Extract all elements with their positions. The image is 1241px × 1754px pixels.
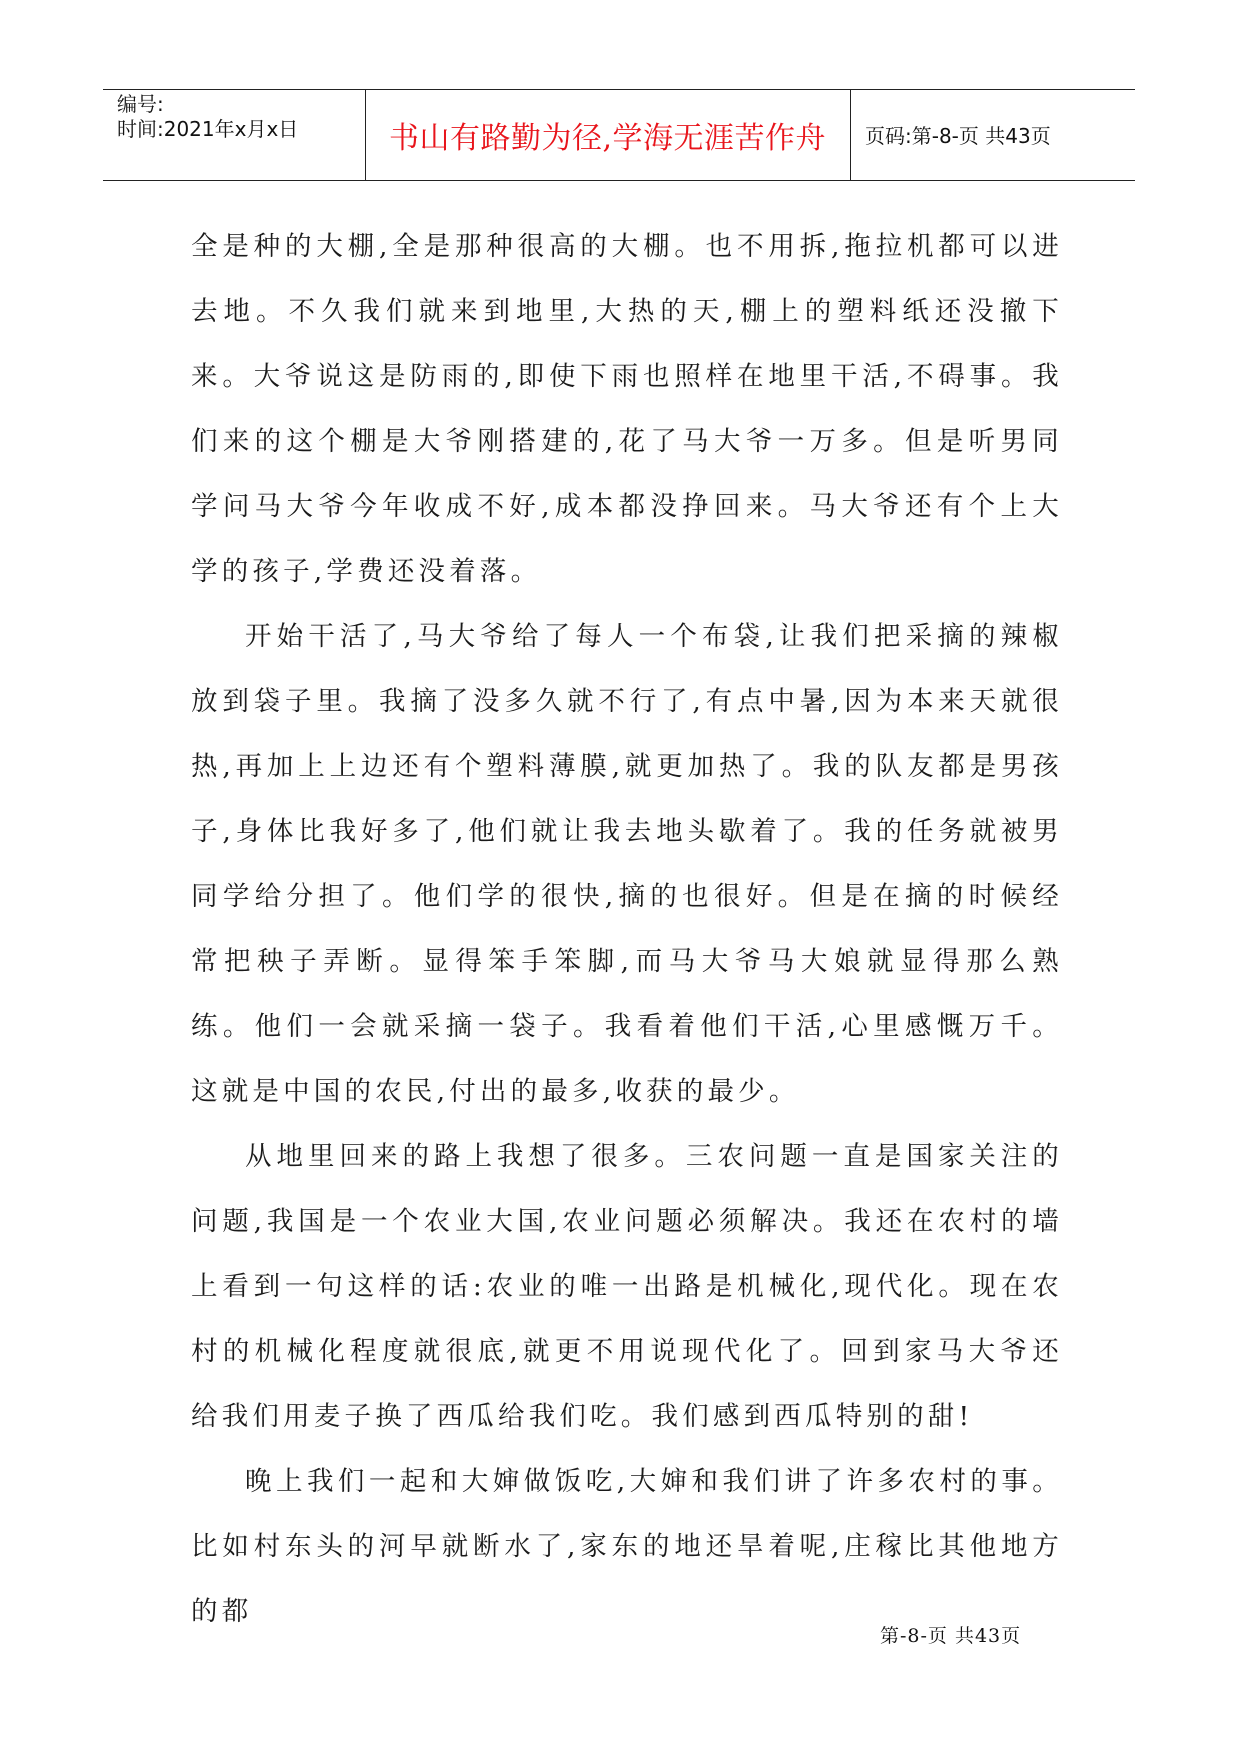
document-time-label: 时间:2021年x月x日 <box>117 117 299 141</box>
page-footer: 第-8-页 共43页 <box>880 1625 1022 1647</box>
document-number-label: 编号: <box>117 92 164 116</box>
page-header <box>103 89 1135 181</box>
header-motto: 书山有路勤为径,学海无涯苦作舟 <box>388 120 827 156</box>
header-meta <box>117 92 298 142</box>
body-paragraph: 晚上我们一起和大婶做饭吃,大婶和我们讲了许多农村的事。比如村东头的河早就断水了,家东的地还旱着呢,庄稼比其他地方的都 <box>191 1466 1063 1627</box>
body-paragraph: 从地里回来的路上我想了很多。三农问题一直是国家关注的问题,我国是一个农业大国,农业问题必须解决。我还在农村的墙上看到一句这样的话:农业的唯一出路是机械化,现代化。现在农村的机械化程度就很底,就更不用说现代化了。回到家马大爷还给我们用麦子换了西瓜给我们吃。我们感到西瓜特别的甜! <box>191 1141 1063 1432</box>
body-paragraph: 全是种的大棚,全是那种很高的大棚。也不用拆,拖拉机都可以进去地。不久我们就来到地里,大热的天,棚上的塑料纸还没撤下来。大爷说这是防雨的,即使下雨也照样在地里干活,不碍事。我们来的这个棚是大爷刚搭建的,花了马大爷一万多。但是听男同学问马大爷今年收成不好,成本都没挣回来。马大爷还有个上大学的孩子,学费还没着落。 <box>191 231 1063 587</box>
document-body <box>191 214 1063 1644</box>
body-paragraph: 开始干活了,马大爷给了每人一个布袋,让我们把采摘的辣椒放到袋子里。我摘了没多久就不行了,有点中暑,因为本来天就很热,再加上上边还有个塑料薄膜,就更加热了。我的队友都是男孩子,身体比我好多了,他们就让我去地头歇着了。我的任务就被男同学给分担了。他们学的很快,摘的也很好。但是在摘的时候经常把秧子弄断。显得笨手笨脚,而马大爷马大娘就显得那么熟练。他们一会就采摘一袋子。我看着他们干活,心里感慨万千。这就是中国的农民,付出的最多,收获的最少。 <box>191 621 1063 1107</box>
header-page-code: 页码:第-8-页 共43页 <box>865 124 1051 148</box>
header-divider <box>850 90 851 180</box>
